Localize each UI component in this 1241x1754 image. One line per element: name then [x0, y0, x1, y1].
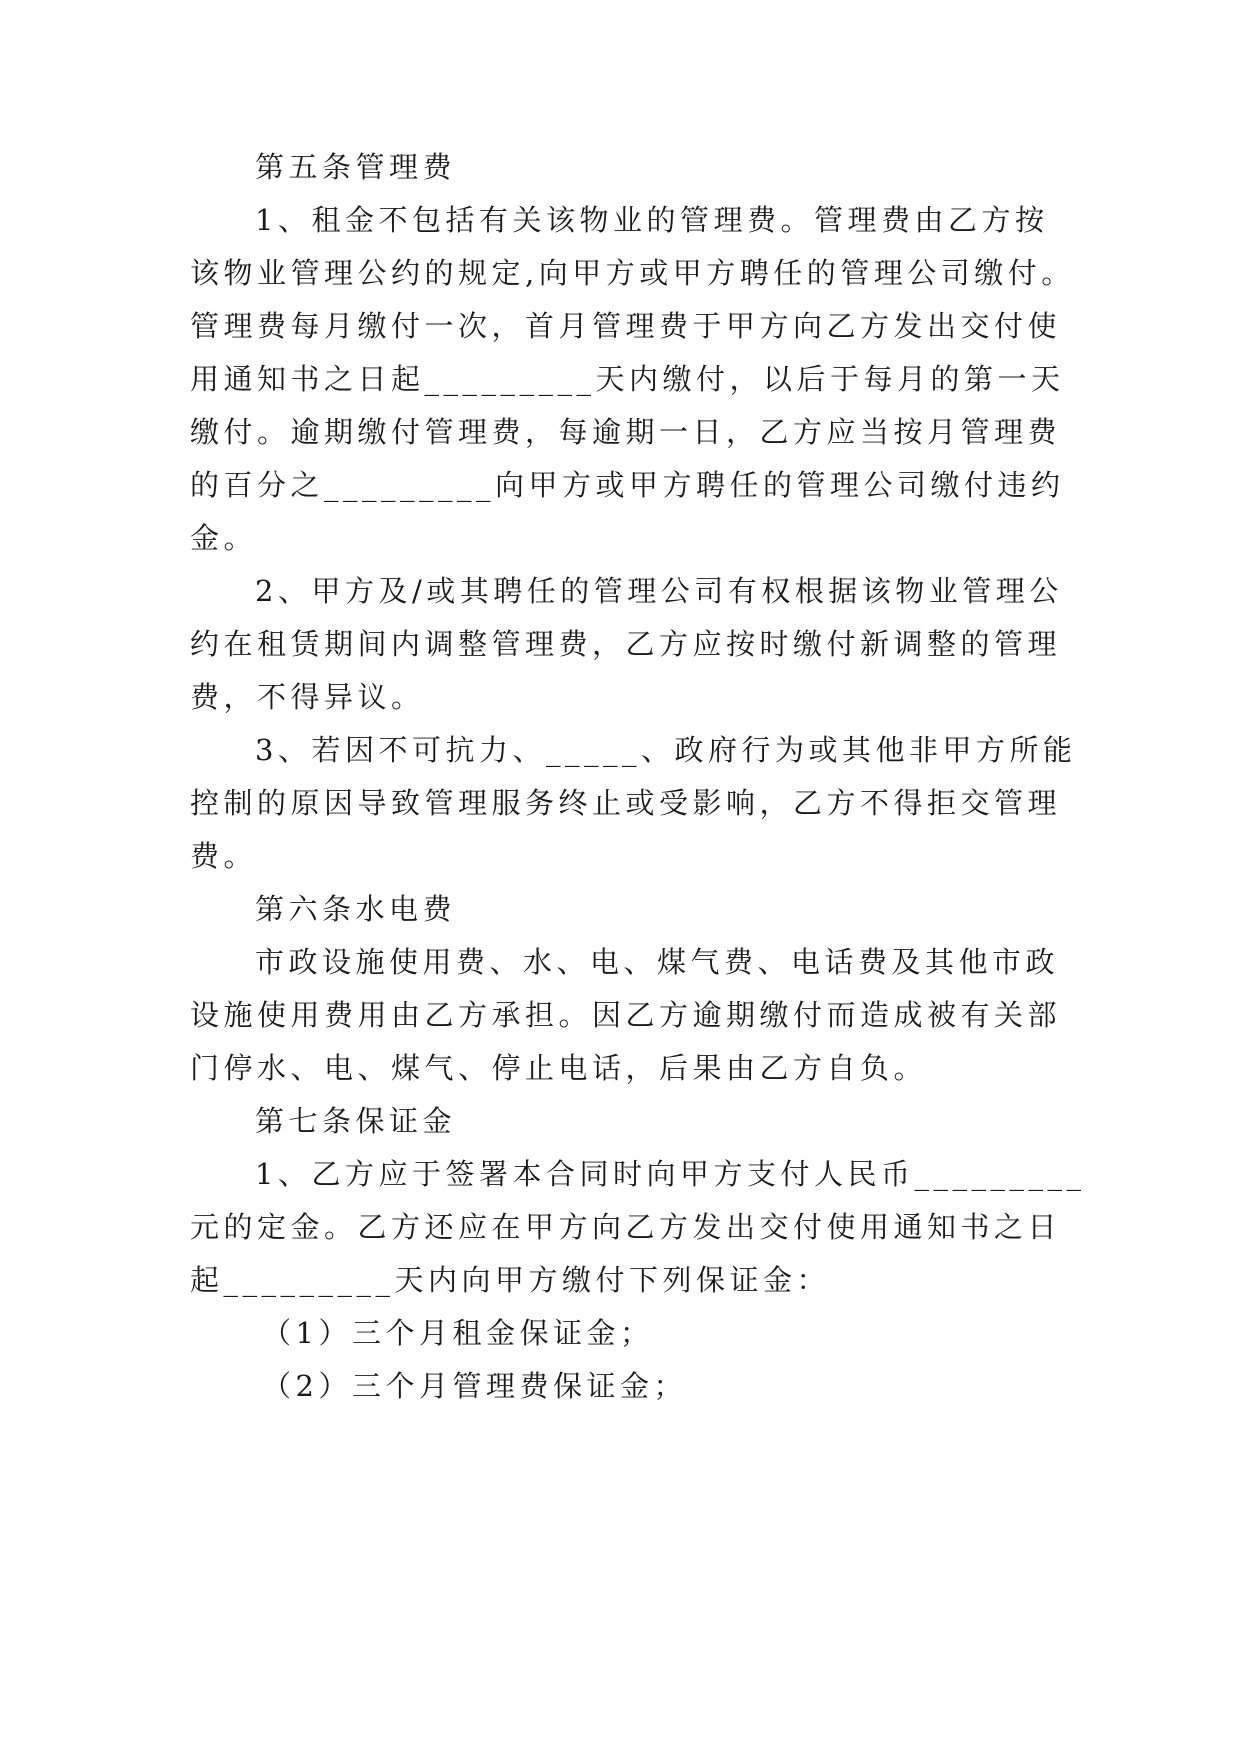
paragraph-line: 门停水、电、煤气、停止电话，后果由乙方自负。 [190, 1051, 928, 1085]
paragraph-line: 费。 [190, 839, 258, 873]
paragraph-line: 3、若因不可抗力、_____、政府行为或其他非甲方所能 [255, 733, 1077, 767]
paragraph-line: 设施使用费用由乙方承担。因乙方逾期缴付而造成被有关部 [190, 998, 1062, 1032]
paragraph-line: 2、甲方及/或其聘任的管理公司有权根据该物业管理公 [255, 574, 1063, 608]
paragraph-line: 1、租金不包括有关该物业的管理费。管理费由乙方按 [255, 203, 1049, 237]
paragraph-line: 管理费每月缴付一次，首月管理费于甲方向乙方发出交付使 [190, 309, 1062, 343]
paragraph-line: 起_________天内向甲方缴付下列保证金： [190, 1263, 831, 1297]
list-item: （2）三个月管理费保证金； [262, 1369, 687, 1403]
paragraph-line: 1、乙方应于签署本合同时向甲方支付人民币_________ [255, 1157, 1086, 1191]
article-6-heading: 第六条水电费 [255, 892, 457, 926]
paragraph-line: 市政设施使用费、水、电、煤气费、电话费及其他市政 [255, 945, 1060, 979]
paragraph-line: 该物业管理公约的规定,向甲方或甲方聘任的管理公司缴付。 [190, 256, 1075, 290]
list-item: （1）三个月租金保证金； [262, 1316, 654, 1350]
article-7-heading: 第七条保证金 [255, 1104, 457, 1138]
paragraph-line: 费，不得异议。 [190, 680, 425, 714]
paragraph-line: 约在租赁期间内调整管理费，乙方应按时缴付新调整的管理 [190, 627, 1062, 661]
paragraph-line: 缴付。逾期缴付管理费，每逾期一日，乙方应当按月管理费 [190, 415, 1062, 449]
paragraph-line: 金。 [190, 521, 258, 555]
paragraph-line: 的百分之_________向甲方或甲方聘任的管理公司缴付违约 [190, 468, 1065, 502]
article-5-heading: 第五条管理费 [255, 150, 457, 184]
paragraph-line: 用通知书之日起_________天内缴付，以后于每月的第一天 [190, 362, 1065, 396]
paragraph-line: 控制的原因导致管理服务终止或受影响，乙方不得拒交管理 [190, 786, 1062, 820]
paragraph-line: 元的定金。乙方还应在甲方向乙方发出交付使用通知书之日 [190, 1210, 1062, 1244]
